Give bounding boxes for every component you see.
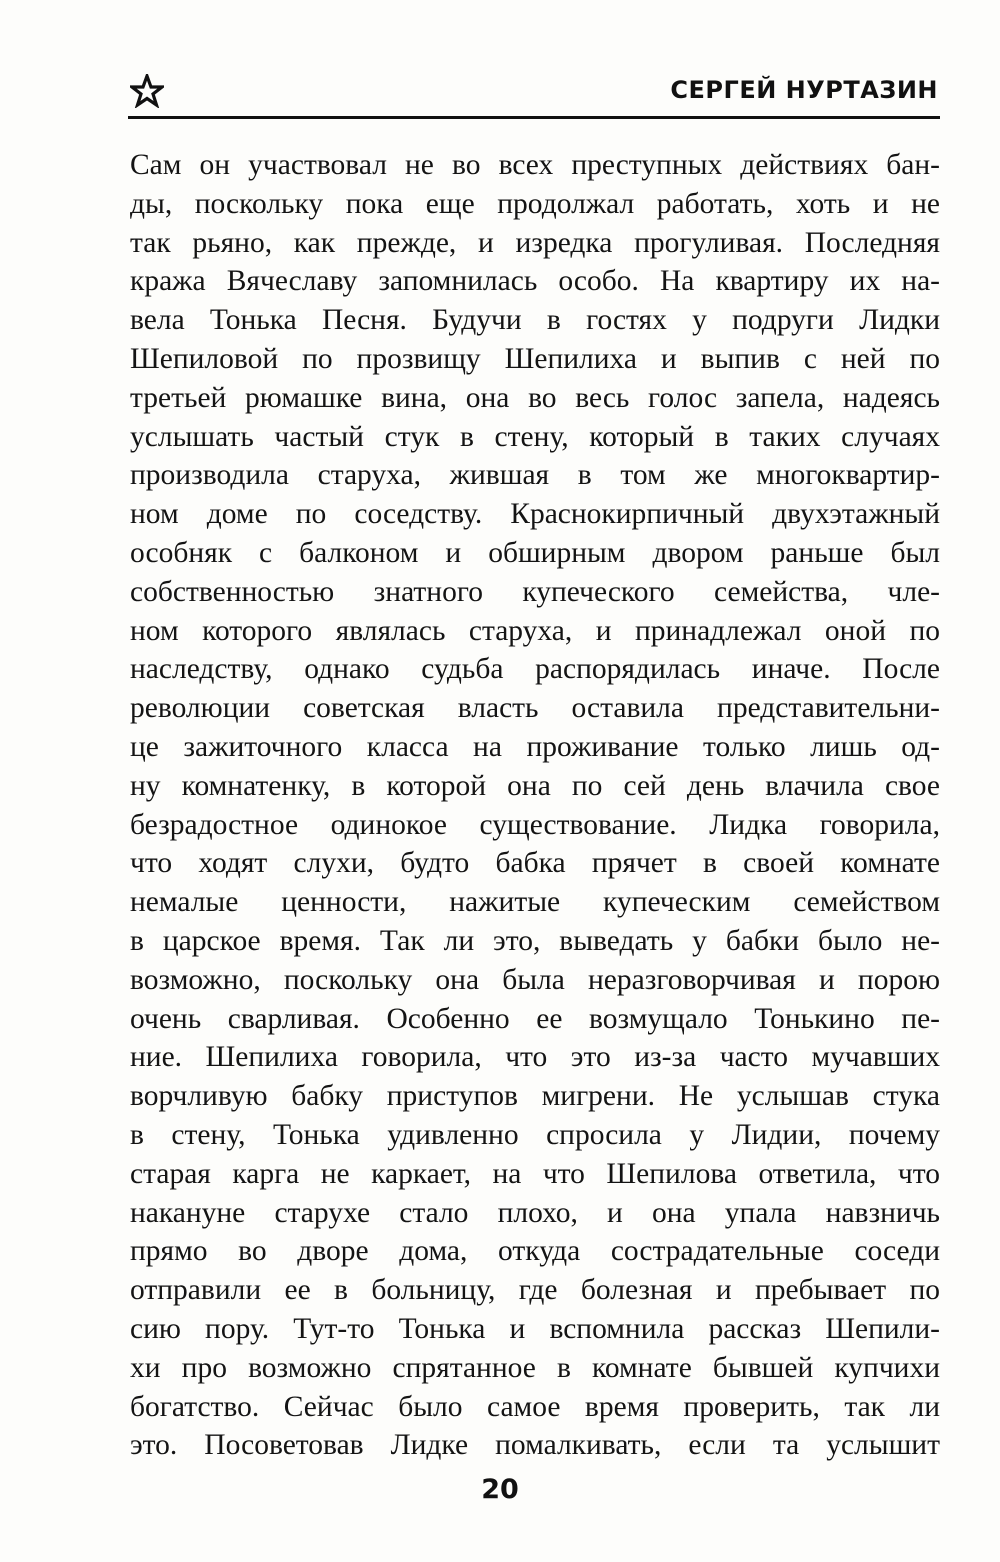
text-line: третьей рюмашке вина, она во весь голос запела, надеясь [130, 381, 940, 414]
text-line: собственностью знатного купеческого семейства, чле- [130, 575, 940, 608]
text-line: особняк с балконом и обширным двором раньше был [130, 536, 940, 569]
text-line: революции советская власть оставила представительни- [130, 692, 940, 725]
text-line: безрадостное одинокое существование. Лидка говорила, [130, 808, 940, 841]
text-line: отправили ее в больницу, где болезная и пребывает по [130, 1274, 940, 1307]
text-line: Шепиловой по прозвищу Шепилиха и выпив с ней по [130, 342, 940, 375]
running-header [128, 70, 940, 116]
text-line: ну комнатенку, в которой она по сей день влачила свое [130, 769, 940, 802]
text-line: кража Вячеславу запомнилась особо. На квартиру их на- [130, 265, 940, 298]
text-line: це зажиточного класса на проживание только лишь од- [130, 730, 940, 763]
text-line: накануне старухе стало плохо, и она упала навзничь [130, 1196, 940, 1229]
text-line: немалые ценности, нажитые купеческим семейством [130, 886, 940, 919]
text-line: вела Тонька Песня. Будучи в гостях у подруги Лидки [130, 304, 940, 337]
text-line: прямо во дворе дома, откуда сострадательные соседи [130, 1235, 940, 1268]
text-line: старая карга не каркает, на что Шепилова ответила, что [130, 1157, 940, 1190]
body-text [130, 146, 940, 1465]
text-line: ном доме по соседству. Краснокирпичный двухэтажный [130, 498, 940, 531]
text-line: в царское время. Так ли это, выведать у бабки было не- [130, 924, 940, 957]
text-line: услышать частый стук в стену, который в таких случаях [130, 420, 940, 453]
text-line: что ходят слухи, будто бабка прячет в своей комнате [130, 847, 940, 880]
text-line: сию пору. Тут-то Тонька и вспомнила рассказ Шепили- [130, 1312, 940, 1345]
text-line: ние. Шепилиха говорила, что это из-за часто мучавших [130, 1041, 940, 1074]
text-line: так рьяно, как прежде, и изредка прогуливая. Последняя [130, 226, 940, 259]
text-line: богатство. Сейчас было самое время проверить, так ли [130, 1390, 940, 1423]
text-line: возможно, поскольку она была неразговорчивая и порою [130, 963, 940, 996]
author-name: СЕРГЕЙ НУРТАЗИН [670, 76, 938, 104]
text-line: Сам он участвовал не во всех преступных действиях бан- [130, 149, 940, 181]
page-number: 20 [481, 1474, 519, 1505]
text-line: ворчливую бабку приступов мигрени. Не услышав стука [130, 1080, 940, 1113]
text-line: хи про возможно спрятанное в комнате бывшей купчихи [130, 1351, 940, 1384]
text-line: очень сварливая. Особенно ее возмущало Тонькино пе- [130, 1002, 940, 1035]
header-divider [128, 116, 940, 119]
text-line: наследству, однако судьба распорядилась иначе. После [130, 653, 940, 686]
star-outline-icon [130, 74, 164, 108]
text-line: ды, поскольку пока еще продолжал работать, хоть и не [130, 187, 940, 220]
text-line: это. Посоветовав Лидке помалкивать, если та услышит [130, 1429, 940, 1462]
text-line: в стену, Тонька удивленно спросила у Лидии, почему [130, 1118, 940, 1151]
text-line: производила старуха, жившая в том же многоквартир- [130, 459, 940, 492]
text-line: ном которого являлась старуха, и принадлежал оной по [130, 614, 940, 647]
